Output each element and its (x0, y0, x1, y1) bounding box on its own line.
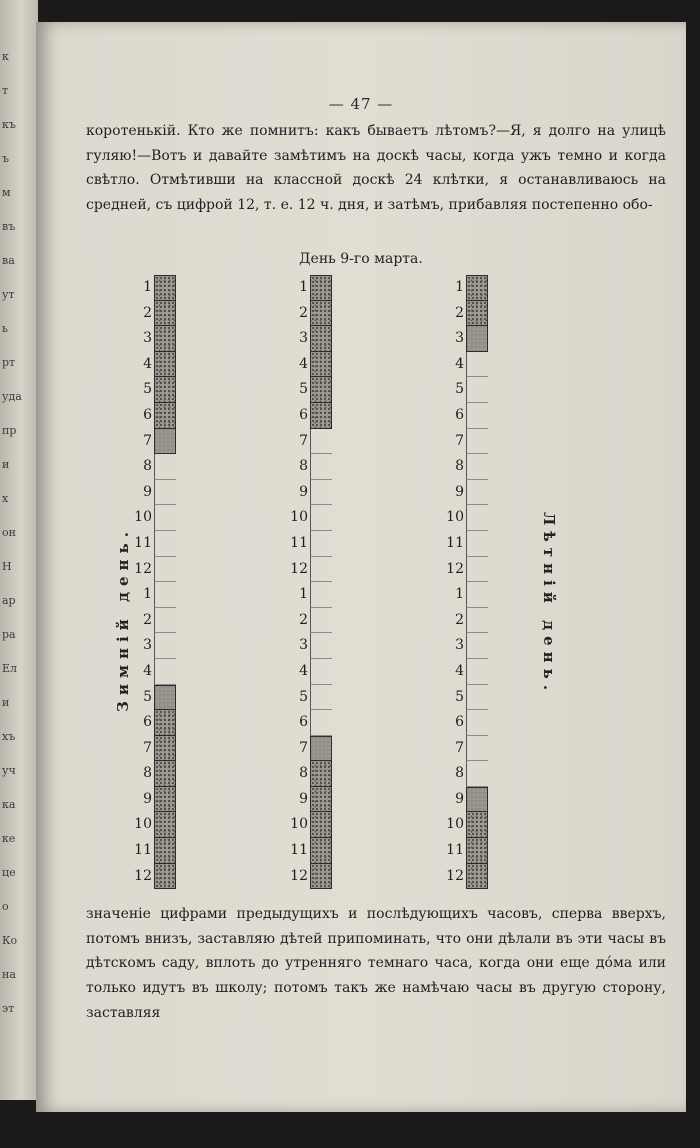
hour-number: 11 (290, 534, 308, 551)
hour-number: 8 (299, 765, 308, 782)
light-hour-cell (466, 736, 488, 762)
hour-row (426, 326, 486, 352)
adjacent-page-text-fragment: ва (2, 254, 15, 267)
hour-row (270, 275, 330, 301)
hour-row (270, 710, 330, 736)
hour-number: 10 (446, 816, 464, 833)
adjacent-page-text-fragment: къ (2, 118, 16, 131)
light-hour-cell (466, 685, 488, 711)
hour-row (426, 633, 486, 659)
dark-hour-cell (154, 812, 176, 838)
hour-number: 11 (446, 842, 464, 859)
light-hour-cell (154, 582, 176, 608)
hour-number: 7 (143, 432, 152, 449)
hour-row (426, 582, 486, 608)
dark-hour-cell (310, 787, 332, 813)
hour-row (270, 429, 330, 455)
hour-number: 1 (455, 279, 464, 295)
light-hour-cell (310, 633, 332, 659)
dark-hour-cell (154, 787, 176, 813)
hour-row (114, 864, 174, 890)
hour-row (114, 352, 174, 378)
dark-hour-cell (310, 403, 332, 429)
hour-number: 7 (299, 432, 308, 449)
hour-number: 5 (299, 688, 308, 705)
hour-row (270, 659, 330, 685)
hour-row (426, 710, 486, 736)
light-hour-cell (154, 633, 176, 659)
dark-hour-cell (154, 864, 176, 890)
hour-number: 12 (134, 560, 152, 577)
hour-row (270, 531, 330, 557)
book-page (36, 22, 686, 1112)
hour-row (114, 403, 174, 429)
hour-row (426, 838, 486, 864)
hour-row (270, 608, 330, 634)
light-hour-cell (466, 633, 488, 659)
dark-hour-cell (154, 326, 176, 352)
hour-row (426, 352, 486, 378)
dark-hour-cell (310, 301, 332, 327)
dark-hour-cell (310, 377, 332, 403)
hour-number: 4 (299, 662, 308, 679)
hour-row (426, 787, 486, 813)
light-hour-cell (466, 505, 488, 531)
hour-number: 2 (143, 304, 152, 321)
hour-row (114, 429, 174, 455)
dark-hour-cell (154, 761, 176, 787)
hour-row (426, 531, 486, 557)
adjacent-page-text-fragment: ка (2, 798, 16, 811)
winter-day-label: Зимній день. (114, 526, 132, 712)
adjacent-page-text-fragment: о (2, 900, 9, 913)
dark-hour-cell (154, 352, 176, 378)
light-hour-cell (466, 582, 488, 608)
hour-number: 6 (299, 714, 308, 731)
hour-row (270, 480, 330, 506)
hour-number: 4 (299, 355, 308, 372)
hour-number: 4 (143, 662, 152, 679)
adjacent-page-text-fragment: ъ (2, 152, 9, 165)
hour-row (270, 301, 330, 327)
light-hour-cell (154, 608, 176, 634)
dark-hour-cell (310, 864, 332, 890)
dark-hour-cell (154, 429, 176, 455)
light-hour-cell (466, 480, 488, 506)
dark-hour-cell (154, 275, 176, 301)
light-hour-cell (310, 454, 332, 480)
light-hour-cell (310, 685, 332, 711)
hour-number: 5 (455, 381, 464, 398)
hour-row (114, 608, 174, 634)
hour-number: 8 (143, 765, 152, 782)
hour-row (114, 812, 174, 838)
hour-number: 12 (290, 867, 308, 884)
light-hour-cell (310, 608, 332, 634)
hour-number: 12 (446, 867, 464, 884)
hour-number: 1 (455, 586, 464, 603)
hour-row (426, 659, 486, 685)
hour-row (426, 736, 486, 762)
hour-row (426, 454, 486, 480)
hour-number: 3 (299, 330, 308, 347)
top-paragraph: коротенькій. Кто же помнитъ: какъ бываетъ лѣтомъ?—Я, я долго на улицѣ гуляю!—Вотъ и давайте замѣтимъ на доскѣ часы, когда ужъ темно и когда свѣтло. Отмѣтивши на классной доскѣ 24 клѣтки, я останавливаюсь на средней, съ цифрой 12, т. е. 12 ч. дня, и затѣмъ, прибавляя постепенно обо- (86, 123, 666, 214)
adjacent-page-text-fragment: уда (2, 390, 22, 403)
dark-hour-cell (466, 812, 488, 838)
hour-number: 4 (455, 355, 464, 372)
adjacent-page-text-fragment: пр (2, 424, 17, 437)
hour-number: 1 (299, 279, 308, 295)
hour-number: 10 (290, 816, 308, 833)
hour-number: 3 (299, 637, 308, 654)
light-hour-cell (310, 531, 332, 557)
hour-number: 8 (143, 458, 152, 475)
hour-number: 10 (446, 509, 464, 526)
adjacent-page-text-fragment: и (2, 696, 10, 709)
hour-row (426, 864, 486, 890)
light-hour-cell (466, 403, 488, 429)
light-hour-cell (466, 710, 488, 736)
hour-row (114, 633, 174, 659)
hour-row (114, 557, 174, 583)
hour-row (426, 480, 486, 506)
hour-row (426, 608, 486, 634)
hour-row (114, 685, 174, 711)
hour-row (114, 505, 174, 531)
hour-row (426, 429, 486, 455)
hour-number: 5 (455, 688, 464, 705)
summer-day-label: Лѣтній день. (540, 512, 558, 697)
bottom-paragraph: значеніе цифрами предыдущихъ и послѣдующихъ часовъ, сперва вверхъ, потомъ внизъ, заставляю дѣтей припоминать, что они дѣлали въ эти часы въ дѣтскомъ саду, вплоть до утренняго темнаго часа, когда они еще дóма или только идутъ въ школу; потомъ такъ же намѣчаю часы въ другую сторону, заставляя (86, 906, 666, 1021)
march-day-column (270, 275, 330, 889)
hour-number: 7 (455, 739, 464, 756)
hour-row (270, 557, 330, 583)
adjacent-page-text-fragment: м (2, 186, 11, 199)
diagram-caption: День 9-го марта. (299, 251, 423, 267)
adjacent-page-text-fragment: и (2, 458, 10, 471)
hour-number: 1 (299, 586, 308, 603)
hour-number: 2 (299, 611, 308, 628)
hour-row (114, 659, 174, 685)
hour-row (270, 505, 330, 531)
dark-hour-cell (154, 710, 176, 736)
light-hour-cell (154, 557, 176, 583)
light-hour-cell (154, 505, 176, 531)
adjacent-page-text-fragment: рт (2, 356, 16, 369)
hour-row (270, 633, 330, 659)
light-hour-cell (466, 659, 488, 685)
hour-row (426, 377, 486, 403)
light-hour-cell (466, 761, 488, 787)
hour-row (114, 761, 174, 787)
dark-hour-cell (466, 787, 488, 813)
hour-number: 12 (134, 867, 152, 884)
hour-row (426, 812, 486, 838)
dark-hour-cell (466, 275, 488, 301)
hour-row (114, 838, 174, 864)
light-hour-cell (466, 352, 488, 378)
dark-hour-cell (466, 838, 488, 864)
dark-hour-cell (154, 685, 176, 711)
adjacent-page-text-fragment: въ (2, 220, 16, 233)
light-hour-cell (466, 608, 488, 634)
hour-row (426, 505, 486, 531)
adjacent-page-text-fragment: эт (2, 1002, 15, 1015)
light-hour-cell (466, 531, 488, 557)
hour-row (114, 531, 174, 557)
hour-row (270, 326, 330, 352)
hour-row (114, 582, 174, 608)
winter-day-column (114, 275, 174, 889)
hour-number: 8 (455, 458, 464, 475)
hour-number: 10 (134, 816, 152, 833)
adjacent-page-text-fragment: хъ (2, 730, 16, 743)
light-hour-cell (310, 557, 332, 583)
adjacent-page-text-fragment: он (2, 526, 16, 539)
light-hour-cell (310, 505, 332, 531)
light-hour-cell (310, 582, 332, 608)
hour-number: 3 (143, 637, 152, 654)
adjacent-page-text-fragment: т (2, 84, 9, 97)
hour-row (114, 480, 174, 506)
adjacent-page-edge (0, 0, 38, 1100)
hour-number: 9 (143, 790, 152, 807)
hour-row (270, 864, 330, 890)
summer-day-column (426, 275, 486, 889)
hour-number: 3 (455, 330, 464, 347)
hour-number: 8 (299, 458, 308, 475)
hour-row (114, 326, 174, 352)
light-hour-cell (154, 531, 176, 557)
hour-number: 12 (446, 560, 464, 577)
adjacent-page-text-fragment: на (2, 968, 16, 981)
light-hour-cell (310, 480, 332, 506)
adjacent-page-text-fragment: ке (2, 832, 16, 845)
hour-number: 9 (299, 790, 308, 807)
hour-row (114, 736, 174, 762)
hour-row (114, 301, 174, 327)
hour-row (426, 761, 486, 787)
adjacent-page-text-fragment: ут (2, 288, 15, 301)
dark-hour-cell (310, 326, 332, 352)
dark-hour-cell (466, 301, 488, 327)
adjacent-page-text-fragment: х (2, 492, 9, 505)
adjacent-page-text-fragment: ар (2, 594, 16, 607)
hour-row (270, 582, 330, 608)
light-hour-cell (310, 659, 332, 685)
hour-row (270, 454, 330, 480)
hour-row (426, 275, 486, 301)
light-hour-cell (310, 429, 332, 455)
hour-number: 9 (455, 483, 464, 500)
hour-number: 6 (143, 714, 152, 731)
adjacent-page-text-fragment: Н (2, 560, 12, 573)
dark-hour-cell (154, 736, 176, 762)
page-number: — 47 — (328, 95, 394, 113)
hour-row (426, 403, 486, 429)
hour-row (270, 403, 330, 429)
hour-row (114, 787, 174, 813)
hour-row (270, 352, 330, 378)
hour-number: 11 (446, 534, 464, 551)
hour-row (114, 454, 174, 480)
hour-number: 10 (290, 509, 308, 526)
dark-hour-cell (466, 864, 488, 890)
hour-number: 4 (143, 355, 152, 372)
light-hour-cell (466, 429, 488, 455)
hour-number: 1 (143, 279, 152, 295)
dark-hour-cell (310, 838, 332, 864)
dark-hour-cell (310, 761, 332, 787)
adjacent-page-text-fragment: Ко (2, 934, 18, 947)
hour-row (426, 685, 486, 711)
hour-row (270, 685, 330, 711)
hour-number: 5 (143, 381, 152, 398)
hour-number: 11 (134, 534, 152, 551)
adjacent-page-text-fragment: Ел (2, 662, 18, 675)
hour-number: 6 (299, 406, 308, 423)
dark-hour-cell (310, 736, 332, 762)
dark-hour-cell (154, 403, 176, 429)
hour-row (114, 710, 174, 736)
hour-row (270, 377, 330, 403)
hour-number: 12 (290, 560, 308, 577)
hour-number: 7 (143, 739, 152, 756)
hour-row (270, 736, 330, 762)
hour-number: 3 (143, 330, 152, 347)
light-hour-cell (154, 454, 176, 480)
adjacent-page-text-fragment: к (2, 50, 9, 63)
adjacent-page-text-fragment: ра (2, 628, 16, 641)
light-hour-cell (466, 557, 488, 583)
hour-number: 5 (143, 688, 152, 705)
hour-number: 9 (143, 483, 152, 500)
hour-number: 2 (143, 611, 152, 628)
hour-number: 6 (455, 714, 464, 731)
hour-row (114, 275, 174, 301)
hour-number: 11 (134, 842, 152, 859)
dark-hour-cell (154, 301, 176, 327)
hour-number: 9 (299, 483, 308, 500)
hour-number: 2 (455, 611, 464, 628)
adjacent-page-text-fragment: уч (2, 764, 16, 777)
hour-row (270, 761, 330, 787)
hour-number: 10 (134, 509, 152, 526)
hour-row (270, 787, 330, 813)
hour-row (426, 557, 486, 583)
dark-hour-cell (310, 812, 332, 838)
dark-hour-cell (154, 377, 176, 403)
hour-number: 6 (455, 406, 464, 423)
light-hour-cell (466, 377, 488, 403)
light-hour-cell (154, 659, 176, 685)
hour-row (114, 377, 174, 403)
light-hour-cell (154, 480, 176, 506)
dark-hour-cell (154, 838, 176, 864)
light-hour-cell (310, 710, 332, 736)
hour-row (270, 812, 330, 838)
hour-number: 9 (455, 790, 464, 807)
hour-number: 8 (455, 765, 464, 782)
adjacent-page-text-fragment: ь (2, 322, 8, 335)
dark-hour-cell (466, 326, 488, 352)
dark-hour-cell (310, 275, 332, 301)
hour-number: 2 (455, 304, 464, 321)
light-hour-cell (466, 454, 488, 480)
hour-row (426, 301, 486, 327)
hour-number: 11 (290, 842, 308, 859)
hour-number: 2 (299, 304, 308, 321)
dark-hour-cell (310, 352, 332, 378)
hour-number: 4 (455, 662, 464, 679)
hour-number: 7 (455, 432, 464, 449)
hour-number: 3 (455, 637, 464, 654)
hour-number: 5 (299, 381, 308, 398)
hour-number: 7 (299, 739, 308, 756)
hour-row (270, 838, 330, 864)
hour-number: 1 (143, 586, 152, 603)
hour-number: 6 (143, 406, 152, 423)
adjacent-page-text-fragment: це (2, 866, 16, 879)
